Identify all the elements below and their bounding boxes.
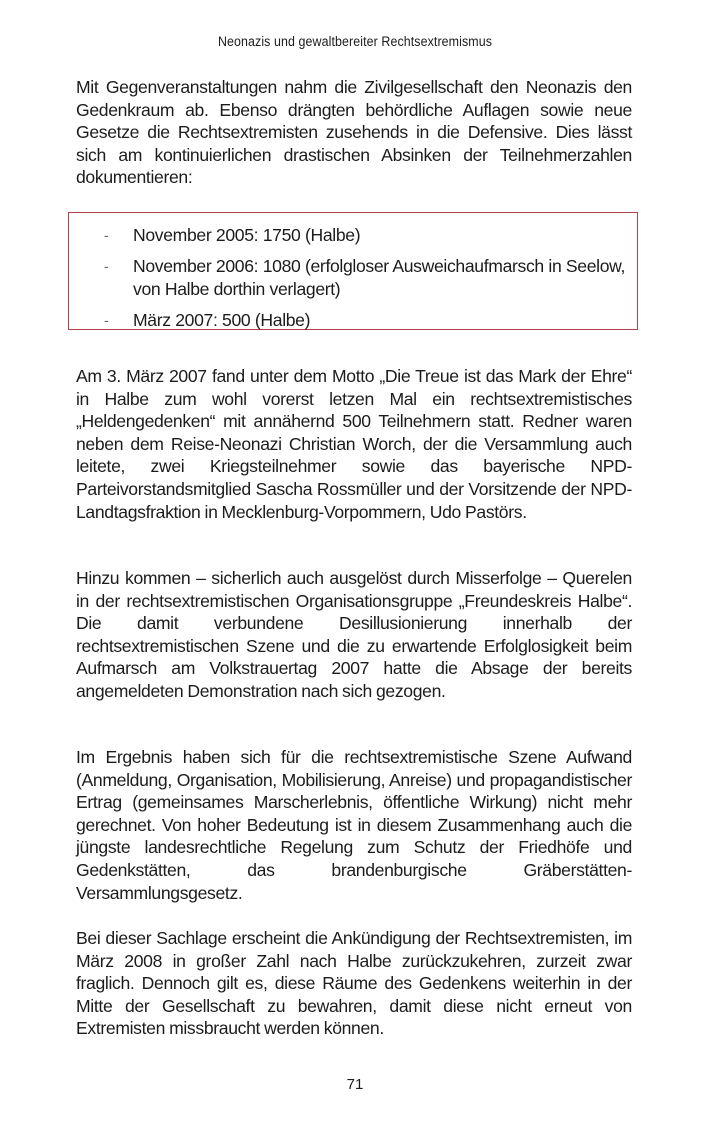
page-number: 71 [346,1076,364,1093]
list-bullet: - [104,227,109,243]
list-item-text: März 2007: 500 (Halbe) [133,310,311,330]
list-item [104,309,633,332]
list-bullet: - [104,258,109,274]
list-item [104,224,633,247]
running-header: Neonazis und gewaltbereiter Rechtsextremismus [217,34,493,49]
paragraph-march-2007: Am 3. März 2007 fand unter dem Motto „Die Treue ist das Mark der Ehre“ in Halbe zum wohl vorerst letzen Mal ein rechtsextremistisches „Heldengedenken“ mit annähernd 500 Teilnehmern statt. Redner waren neben dem Reise-Neonazi Christian Worch, der die Versammlung auch leitete, zwei Kriegsteilnehmer sowie das bayerische NPD-Parteivorstandsmitglied Sascha Rossmüller und der Vorsitzende der NPD-Landtagsfraktion in Mecklenburg-Vorpommern, Udo Pastörs. [76,366,632,522]
list-item-text: November 2006: 1080 (erfolgloser Ausweichaufmarsch in Seelow, von Halbe dorthin verlagert) [133,256,626,299]
list-bullet: - [104,312,109,328]
paragraph-sachlage: Bei dieser Sachlage erscheint die Ankündigung der Rechtsextremisten, im März 2008 in großer Zahl nach Halbe zurückzukehren, zurzeit zwar fraglich. Dennoch gilt es, diese Räume des Gedenkens weiterhin in der Mitte der Gesellschaft zu bewahren, damit diese nicht erneut von Extremisten missbraucht werden können. [76,928,632,1039]
list-item-text: November 2005: 1750 (Halbe) [133,225,361,245]
paragraph-intro: Mit Gegenveranstaltungen nahm die Zivilgesellschaft den Neonazis den Gedenkraum ab. Ebenso drängten behördliche Auflagen sowie neue Gesetze die Rechtsextremisten zusehends in die Defensive. Dies lässt sich am kontinuierlichen drastischen Absinken der Teilnehmerzahlen dokumentieren: [76,77,632,188]
list-item [104,255,633,300]
participant-count-box [68,212,638,330]
paragraph-querelen: Hinzu kommen – sicherlich auch ausgelöst durch Misserfolge – Querelen in der rechtsextremistischen Organisationsgruppe „Freundeskreis Halbe“. Die damit verbundene Desillusionierung innerhalb der rechtsextremistischen Szene und die zu erwartende Erfolglosigkeit beim Aufmarsch am Volkstrauertag 2007 hatte die Absage der bereits angemeldeten Demonstration nach sich gezogen. [76,568,632,701]
paragraph-ergebnis: Im Ergebnis haben sich für die rechtsextremistische Szene Aufwand (Anmeldung, Organisation, Mobilisierung, Anreise) und propagandistischer Ertrag (gemeinsames Marscherlebnis, öffentliche Wirkung) nicht mehr gerechnet. Von hoher Bedeutung ist in diesem Zusammenhang auch die jüngste landesrechtliche Regelung zum Schutz der Friedhöfe und Gedenkstätten, das brandenburgische Gräberstätten-Versammlungsgesetz. [76,747,632,903]
